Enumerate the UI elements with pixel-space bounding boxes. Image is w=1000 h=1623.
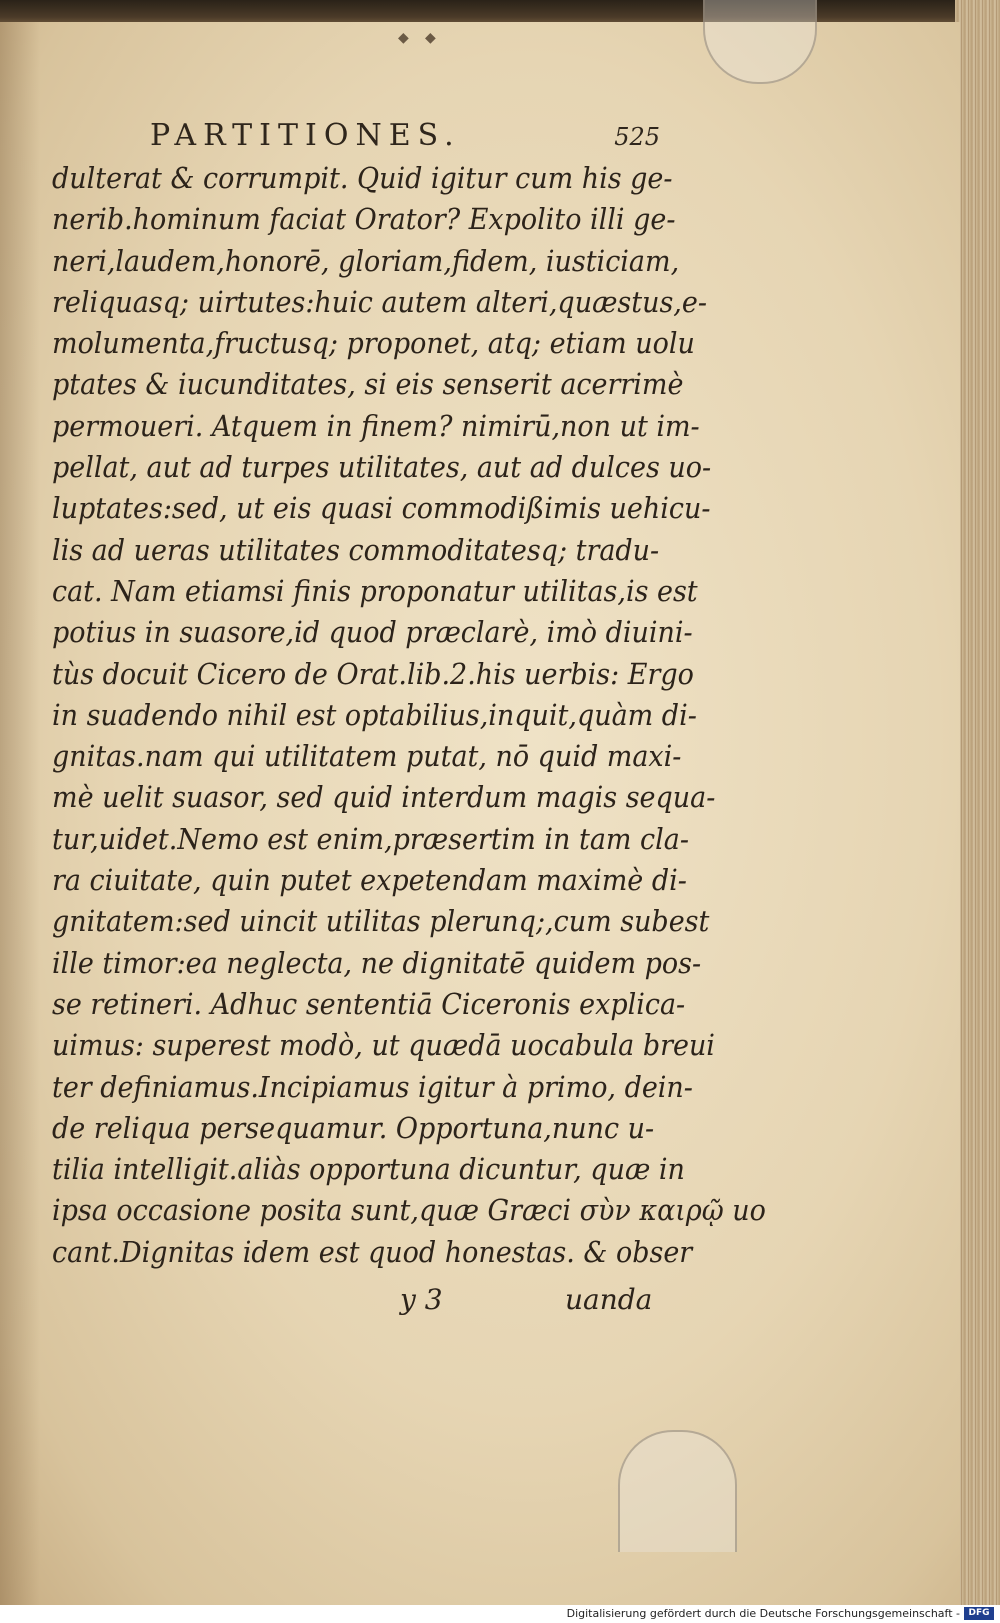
text-line: de reliqua persequamur. Opportuna,nunc u- bbox=[52, 1110, 655, 1145]
text-line: ra ciuitate, quin putet expetendam maximè di- bbox=[52, 863, 687, 898]
text-line: uimus: superest modò, ut quædā uocabula breui bbox=[52, 1028, 715, 1063]
text-line: ptates & iucunditates, si eis senserit acerrimè bbox=[52, 367, 684, 402]
text-line: ille timor:ea neglecta, ne dignitatē quidem pos- bbox=[52, 945, 702, 980]
text-line: cant.Dignitas idem est quod honestas. & obser bbox=[52, 1234, 693, 1269]
book-page-edges bbox=[955, 0, 1000, 1605]
text-line: gnitas.nam qui utilitatem putat, nō quid maxi- bbox=[52, 739, 682, 774]
text-line: se retineri. Adhuc sententiā Ciceronis explica- bbox=[52, 986, 686, 1021]
text-line: nerib.hominum faciat Orator? Expolito illi ge- bbox=[52, 202, 676, 237]
text-line: reliquasq; uirtutes:huic autem alteri,quæstus,e- bbox=[52, 284, 707, 319]
text-line: cat. Nam etiamsi finis proponatur utilitas,is est bbox=[52, 573, 698, 608]
running-head bbox=[150, 118, 660, 153]
text-line: gnitatem:sed uincit utilitas plerunq;,cum subest bbox=[52, 904, 710, 939]
text-line: potius in suasore,id quod præclarè, imò diuini- bbox=[52, 615, 693, 650]
catchword: uanda bbox=[565, 1283, 653, 1316]
running-head-title: PARTITIONES. bbox=[150, 118, 461, 153]
signature-mark: y 3 bbox=[400, 1283, 443, 1316]
ink-mark: ◆ bbox=[425, 30, 436, 46]
page-number: 525 bbox=[614, 123, 660, 151]
text-line: in suadendo nihil est optabilius,inquit,quàm di- bbox=[52, 697, 697, 732]
text-line: permoueri. Atquem in finem? nimirū,non ut im- bbox=[52, 408, 700, 443]
page-clip-bottom bbox=[618, 1430, 737, 1552]
text-line: luptates:sed, ut eis quasi commodißimis uehicu- bbox=[52, 491, 711, 526]
main-text-block bbox=[52, 158, 766, 1273]
text-line: pellat, aut ad turpes utilitates, aut ad dulces uo- bbox=[52, 450, 712, 485]
text-line: ipsa occasione posita sunt,quæ Græci σὺν καιρῷ uo bbox=[52, 1193, 766, 1228]
dfg-logo: DFG bbox=[964, 1607, 994, 1620]
digitization-credit: Digitalisierung gefördert durch die Deutsche Forschungsgemeinschaft - bbox=[566, 1607, 960, 1620]
gutter-shadow bbox=[0, 22, 40, 1605]
text-line: dulterat & corrumpit. Quid igitur cum his ge- bbox=[52, 161, 673, 195]
text-line: ter definiamus.Incipiamus igitur à primo, dein- bbox=[52, 1069, 693, 1104]
text-line: lis ad ueras utilitates commoditatesq; tradu- bbox=[52, 532, 660, 567]
text-line: neri,laudem,honorē, gloriam,fidem, iusticiam, bbox=[52, 243, 680, 278]
text-line: tilia intelligit.aliàs opportuna dicuntur, quæ in bbox=[52, 1152, 685, 1187]
text-line: tur,uidet.Nemo est enim,præsertim in tam cla- bbox=[52, 821, 689, 856]
text-line: tùs docuit Cicero de Orat.lib.2.his uerbis: Ergo bbox=[52, 656, 694, 691]
text-line: molumenta,fructusq; proponet, atq; etiam uolu bbox=[52, 326, 695, 361]
ink-mark: ◆ bbox=[398, 30, 409, 46]
text-line: mè uelit suasor, sed quid interdum magis sequa- bbox=[52, 780, 716, 815]
